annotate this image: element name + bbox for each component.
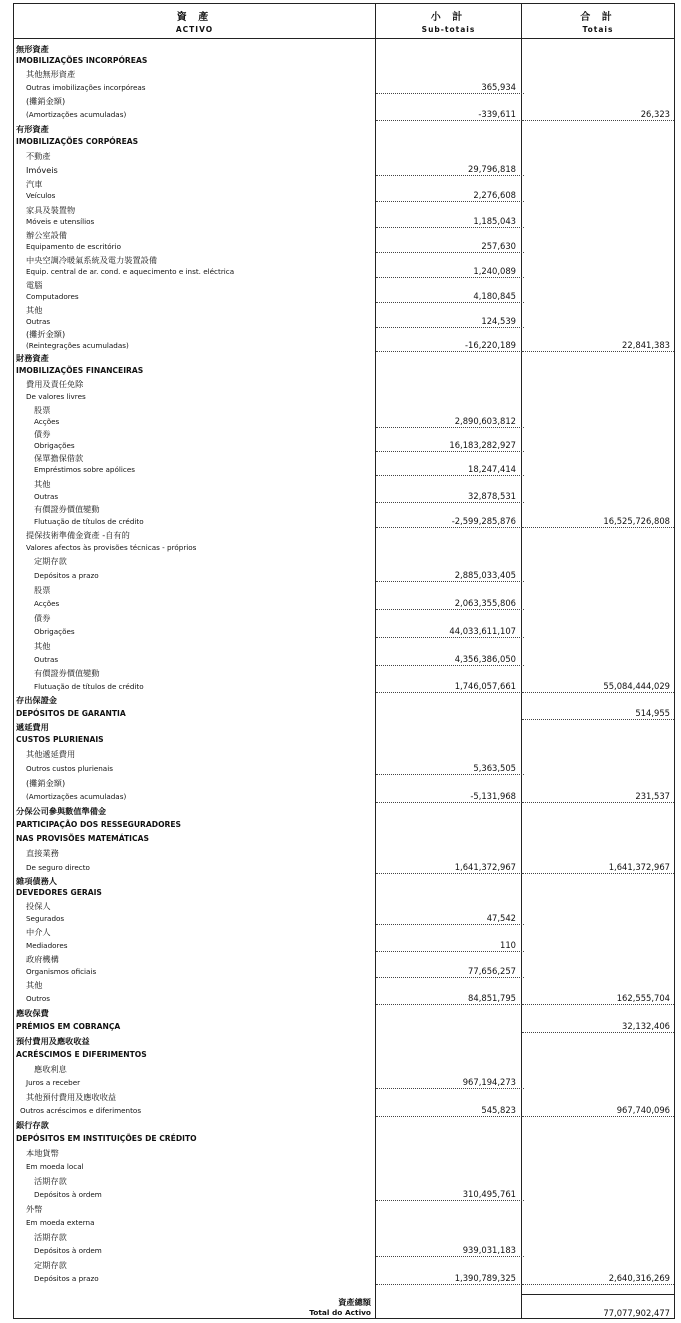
row-label: 投保人 xyxy=(26,901,51,911)
row-label: 家具及裝置物 xyxy=(26,205,76,215)
row-label: 有價證券價值變動 xyxy=(34,504,100,514)
row-label: 雜項債務人 xyxy=(16,876,57,886)
row-label: (攤折金額) xyxy=(26,329,66,339)
subtotal-value: 365,934 xyxy=(481,82,516,92)
subtotal-rule xyxy=(376,502,524,503)
subtotal-rule xyxy=(376,951,524,952)
row-label: Acções xyxy=(34,599,60,608)
subtotal-rule xyxy=(376,924,524,925)
row-label: Depósitos a prazo xyxy=(34,571,99,580)
row-label: PRÉMIOS EM COBRANÇA xyxy=(16,1022,121,1031)
row-label: (Reintegrações acumuladas) xyxy=(26,341,129,350)
subtotal-value: 2,890,603,812 xyxy=(454,416,516,426)
subtotal-rule xyxy=(376,93,524,94)
subtotal-value: 2,885,033,405 xyxy=(454,570,516,580)
row-label: Depósitos à ordem xyxy=(34,1246,102,1255)
row-label: Juros a receber xyxy=(26,1078,81,1087)
row-label: 遞延費用 xyxy=(16,722,49,732)
subtotal-value: 1,746,057,661 xyxy=(454,681,516,691)
row-label: Depósitos a prazo xyxy=(34,1274,99,1283)
total-rule-line xyxy=(522,1004,674,1005)
total-value: 32,132,406 xyxy=(622,1021,670,1031)
row-label: Outras imobilizações incorpóreas xyxy=(26,83,146,92)
subtotal-value: 1,390,789,325 xyxy=(454,1273,516,1283)
subtotal-value: 44,033,611,107 xyxy=(449,626,516,636)
subtotal-value: 4,180,845 xyxy=(473,291,516,301)
subtotal-rule xyxy=(376,665,524,666)
total-value: 22,841,383 xyxy=(622,340,670,350)
subtotal-rule xyxy=(376,227,524,228)
row-label: Flutuação de títulos de crédito xyxy=(34,517,144,526)
subtotal-rule xyxy=(376,475,524,476)
total-value: 16,525,726,808 xyxy=(603,516,670,526)
subtotal-value: 84,851,795 xyxy=(468,993,516,1003)
row-label: 不動產 xyxy=(26,151,51,161)
row-label: Outros custos plurienais xyxy=(26,764,113,773)
header-totals-zh: 合 計 xyxy=(580,12,616,23)
subtotal-value: 310,495,761 xyxy=(462,1189,516,1199)
row-label: 中介人 xyxy=(26,927,51,937)
row-label: Empréstimos sobre apólices xyxy=(34,465,135,474)
row-label: 其他遞延費用 xyxy=(26,749,76,759)
header-totals-pt: Totais xyxy=(582,25,614,34)
row-label: 本地貨幣 xyxy=(26,1148,59,1158)
subtotal-rule xyxy=(376,201,524,202)
subtotal-value: 967,194,273 xyxy=(462,1077,516,1087)
grand-total xyxy=(14,1295,674,1319)
row-label: (Amortizações acumuladas) xyxy=(26,110,127,119)
row-label: 活期存款 xyxy=(34,1232,67,1242)
row-label: Equipamento de escritório xyxy=(26,242,122,251)
grand-total-label-zh: 資產總額 xyxy=(338,1297,371,1307)
subtotal-value: -5,131,968 xyxy=(470,791,516,801)
row-label: Computadores xyxy=(26,292,79,301)
total-rule-line xyxy=(522,1116,674,1117)
row-label: ACRÉSCIMOS E DIFERIMENTOS xyxy=(16,1050,147,1059)
row-label: 汽車 xyxy=(26,179,43,189)
subtotal-rule xyxy=(376,451,524,452)
row-label: Obrigações xyxy=(34,627,75,636)
row-label: Equip. central de ar. cond. e aquecimento e inst. eléctrica xyxy=(26,267,235,276)
row-label: Outros xyxy=(26,994,50,1003)
row-label: Em moeda externa xyxy=(26,1218,95,1227)
row-label: Outras xyxy=(34,492,59,501)
subtotal-rule xyxy=(376,609,524,610)
row-label: 定期存款 xyxy=(34,1260,67,1270)
total-value: 967,740,096 xyxy=(616,1105,670,1115)
row-label: 中央空調冷暖氣系統及電力裝置設備 xyxy=(26,255,158,265)
row-label: 活期存款 xyxy=(34,1176,67,1186)
subtotal-value: 545,823 xyxy=(481,1105,516,1115)
row-label: DEPÓSITOS DE GARANTIA xyxy=(16,709,126,718)
subtotal-value: 1,240,089 xyxy=(473,266,516,276)
row-label: 費用及責任免除 xyxy=(26,379,84,389)
total-value: 55,084,444,029 xyxy=(603,681,670,691)
subtotal-rule xyxy=(376,1004,524,1005)
row-label: 其他預付費用及應收收益 xyxy=(26,1092,117,1102)
subtotal-rule xyxy=(376,252,524,253)
row-label: IMOBILIZAÇÕES INCORPÓREAS xyxy=(16,56,148,65)
subtotal-rule xyxy=(376,175,524,176)
row-label: 銀行存款 xyxy=(16,1120,49,1130)
row-label: 其他 xyxy=(26,305,43,315)
total-rule-line xyxy=(522,351,674,352)
total-rule-line xyxy=(522,527,674,528)
subtotal-rule xyxy=(376,302,524,303)
row-label: (Amortizações acumuladas) xyxy=(26,792,127,801)
row-label: 外幣 xyxy=(26,1204,43,1214)
subtotal-rule xyxy=(376,1088,524,1089)
balance-sheet xyxy=(13,3,675,1319)
subtotal-value: 29,796,818 xyxy=(468,164,516,174)
row-label: Organismos oficiais xyxy=(26,967,97,976)
subtotal-rule xyxy=(376,977,524,978)
grand-total-value: 77,077,902,477 xyxy=(603,1308,670,1318)
row-label: Móveis e utensílios xyxy=(26,217,95,226)
row-label: 應收保費 xyxy=(16,1008,49,1018)
row-label: Valores afectos às provisões técnicas - próprios xyxy=(26,543,197,552)
total-rule-line xyxy=(522,873,674,874)
row-label: 其他 xyxy=(26,980,43,990)
row-label: 有價證券價值變動 xyxy=(34,668,100,678)
subtotal-rule xyxy=(376,351,524,352)
subtotal-value: 110 xyxy=(500,940,516,950)
total-rule-line xyxy=(522,1284,674,1285)
subtotal-value: -2,599,285,876 xyxy=(451,516,516,526)
subtotal-value: 5,363,505 xyxy=(473,763,516,773)
subtotal-value: 257,630 xyxy=(481,241,516,251)
row-label: Segurados xyxy=(26,914,65,923)
subtotal-value: 32,878,531 xyxy=(468,491,516,501)
subtotal-value: 16,183,282,927 xyxy=(449,440,516,450)
total-rule-line xyxy=(522,1032,674,1033)
row-label: PARTICIPAÇÃO DOS RESSEGURADORES xyxy=(16,820,182,829)
row-label: De seguro directo xyxy=(26,863,90,872)
total-rule-line xyxy=(522,802,674,803)
total-rule-line xyxy=(522,120,674,121)
subtotal-rule xyxy=(376,1116,524,1117)
row-label: 保單擔保借款 xyxy=(34,453,84,463)
row-label: Obrigações xyxy=(34,441,75,450)
row-label: IMOBILIZAÇÕES FINANCEIRAS xyxy=(16,366,144,375)
row-label: 政府機構 xyxy=(26,954,59,964)
row-label: 應收利息 xyxy=(34,1064,67,1074)
subtotal-rule xyxy=(376,774,524,775)
row-label: 有形資產 xyxy=(16,124,49,134)
row-label: Outras xyxy=(34,655,59,664)
row-label: Mediadores xyxy=(26,941,68,950)
header-subtotals-pt: Sub-totais xyxy=(421,25,476,34)
row-label: Imóveis xyxy=(26,165,58,175)
header-rule xyxy=(14,38,674,39)
header-activo xyxy=(14,4,375,38)
total-rule-line xyxy=(522,692,674,693)
subtotal-value: 77,656,257 xyxy=(468,966,516,976)
row-label: 股票 xyxy=(34,405,51,415)
row-label: Outros acréscimos e diferimentos xyxy=(20,1106,142,1115)
row-label: 存出保證金 xyxy=(16,695,57,705)
subtotal-rule xyxy=(376,581,524,582)
grand-total-label-pt: Total do Activo xyxy=(309,1308,371,1317)
row-label: 提保技術準備金資產 -自有的 xyxy=(26,530,130,540)
total-value: 26,323 xyxy=(640,109,670,119)
total-value: 231,537 xyxy=(635,791,670,801)
subtotal-value: 939,031,183 xyxy=(462,1245,516,1255)
subtotal-value: 1,185,043 xyxy=(473,216,516,226)
header-activo-pt: ACTIVO xyxy=(175,25,214,34)
total-value: 1,641,372,967 xyxy=(608,862,670,872)
row-label: DEPÓSITOS EM INSTITUIÇÕES DE CRÉDITO xyxy=(16,1134,197,1143)
row-label: IMOBILIZAÇÕES CORPÓREAS xyxy=(16,137,139,146)
subtotal-rule xyxy=(376,1200,524,1201)
subtotal-rule xyxy=(376,873,524,874)
row-label: Em moeda local xyxy=(26,1162,84,1171)
subtotal-rule xyxy=(376,277,524,278)
subtotal-value: 2,276,608 xyxy=(473,190,516,200)
row-label: 無形資產 xyxy=(16,44,49,54)
row-label: (攤銷金額) xyxy=(26,778,66,788)
row-label: 直接業務 xyxy=(26,848,59,858)
row-label: 財務資產 xyxy=(16,353,49,363)
subtotal-rule xyxy=(376,120,524,121)
row-label: 分保公司參與數值準備金 xyxy=(16,806,107,816)
row-label: 其他 xyxy=(34,641,51,651)
total-value: 514,955 xyxy=(635,708,670,718)
row-label: Outras xyxy=(26,317,51,326)
row-label: 辦公室設備 xyxy=(26,230,67,240)
subtotal-rule xyxy=(376,692,524,693)
row-label: 定期存款 xyxy=(34,556,67,566)
header-subtotals xyxy=(376,4,521,38)
row-label: 其他無形資產 xyxy=(26,69,76,79)
subtotal-value: -16,220,189 xyxy=(465,340,516,350)
subtotal-rule xyxy=(376,1284,524,1285)
total-value: 162,555,704 xyxy=(616,993,670,1003)
row-label: Depósitos à ordem xyxy=(34,1190,102,1199)
row-label: DEVEDORES GERAIS xyxy=(16,888,102,897)
subtotal-value: 124,539 xyxy=(481,316,516,326)
subtotal-rule xyxy=(376,1256,524,1257)
header-totals xyxy=(522,4,674,38)
row-label: 預付費用及應收收益 xyxy=(16,1036,90,1046)
header-subtotals-zh: 小 計 xyxy=(430,12,467,23)
row-label: Veículos xyxy=(26,191,56,200)
row-label: Acções xyxy=(34,417,60,426)
subtotal-value: 1,641,372,967 xyxy=(454,862,516,872)
subtotal-value: 4,356,386,050 xyxy=(454,654,516,664)
header-activo-zh: 資 產 xyxy=(176,12,213,23)
subtotal-value: -339,611 xyxy=(478,109,516,119)
subtotal-rule xyxy=(376,637,524,638)
row-label: De valores livres xyxy=(26,392,86,401)
total-value: 2,640,316,269 xyxy=(608,1273,670,1283)
subtotal-rule xyxy=(376,527,524,528)
row-label: 股票 xyxy=(34,585,51,595)
row-label: Flutuação de títulos de crédito xyxy=(34,682,144,691)
row-label: 電腦 xyxy=(26,280,43,290)
row-label: 其他 xyxy=(34,479,51,489)
subtotal-rule xyxy=(376,427,524,428)
subtotal-rule xyxy=(376,327,524,328)
subtotal-rule xyxy=(376,802,524,803)
row-label: (攤銷金額) xyxy=(26,96,66,106)
subtotal-value: 18,247,414 xyxy=(468,464,516,474)
row-label: NAS PROVISÕES MATEMÁTICAS xyxy=(16,834,149,843)
row-label: 債券 xyxy=(34,429,51,439)
row-label: 債券 xyxy=(34,613,51,623)
subtotal-value: 47,542 xyxy=(486,913,516,923)
total-rule-line xyxy=(522,719,674,720)
row-label: CUSTOS PLURIENAIS xyxy=(16,735,104,744)
subtotal-value: 2,063,355,806 xyxy=(454,598,516,608)
